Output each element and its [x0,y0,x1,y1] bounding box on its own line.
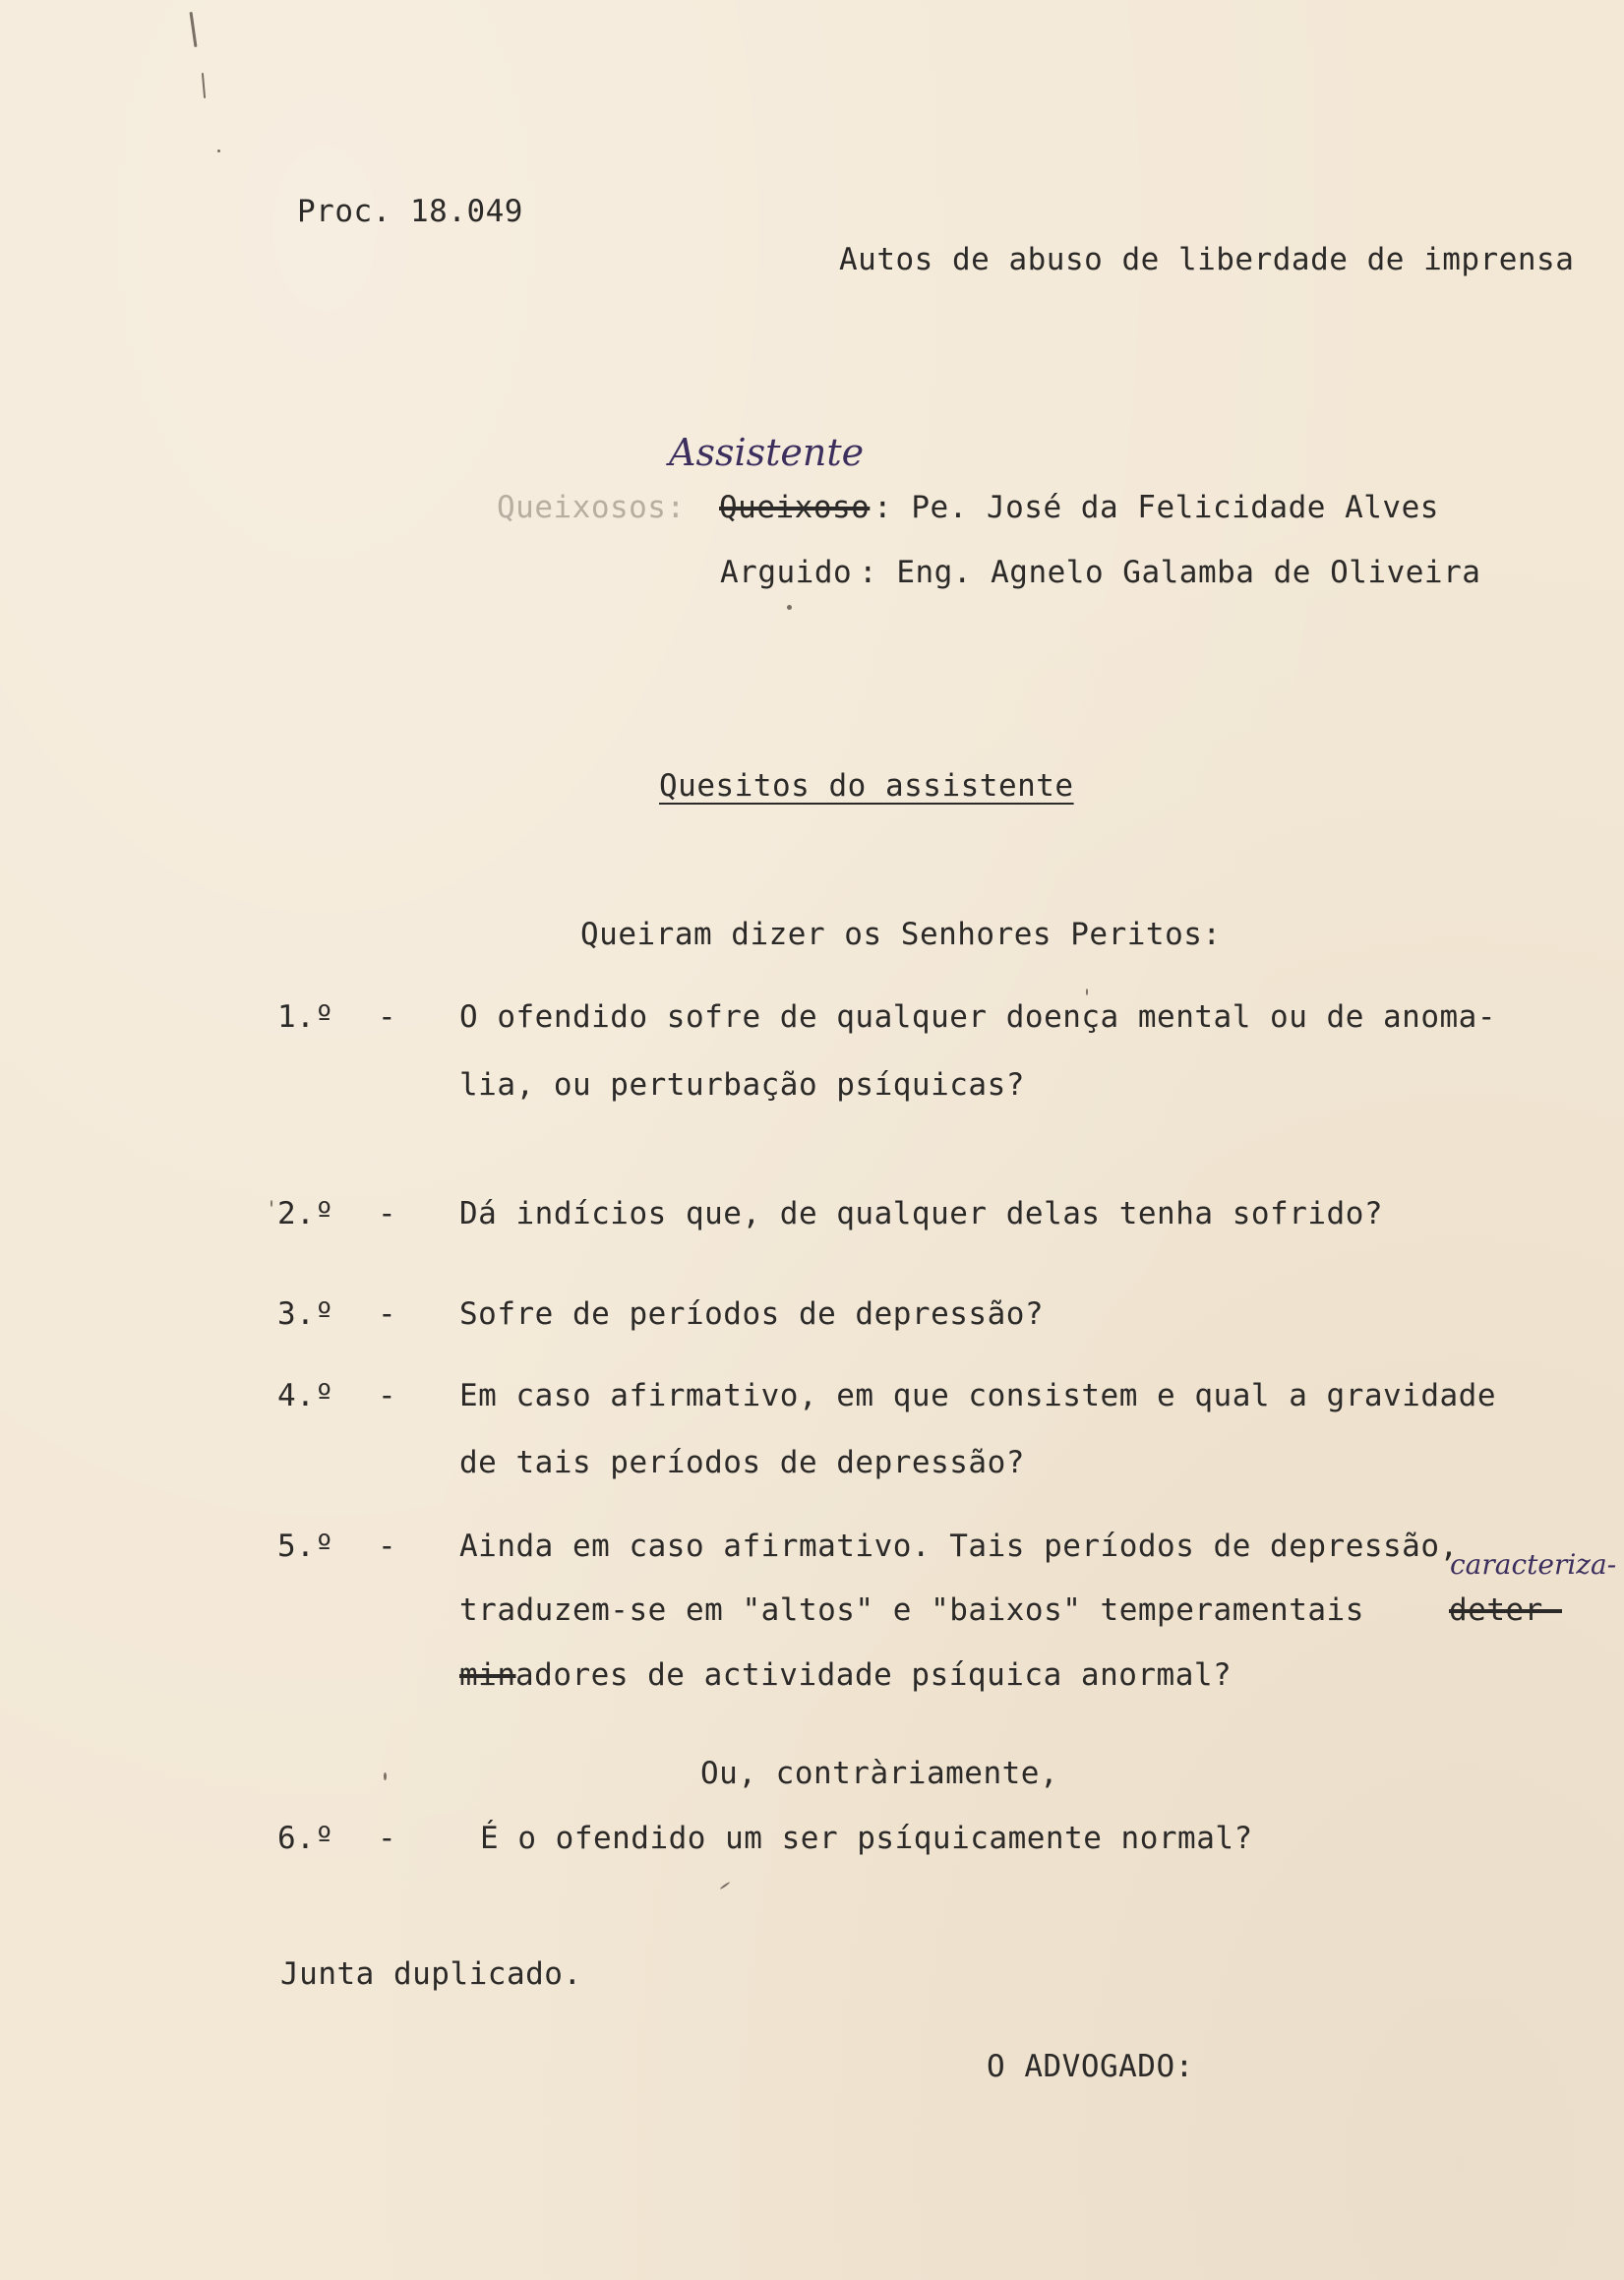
question-5-dash: - [378,1529,397,1564]
question-5-line-1: Ainda em caso afirmativo. Tais períodos de depressão, [459,1529,1459,1564]
process-number: Proc. 18.049 [297,194,523,229]
question-4-dash: - [378,1378,397,1413]
question-3-number: 3.º [277,1296,334,1332]
section-title: Quesitos do assistente [659,768,1074,804]
question-4-number: 4.º [277,1378,334,1413]
question-5-number: 5.º [277,1529,334,1564]
paper-mark [720,1882,731,1890]
handwritten-correction-caracteriza: caracteriza- [1450,1548,1617,1581]
question-6-number: 6.º [277,1821,334,1856]
paper-speck [787,605,792,610]
paper-speck [1086,989,1088,995]
question-3-dash: - [378,1296,397,1332]
question-5-line-3: adores de actividade psíquica anormal? [515,1657,1233,1693]
question-6-line-1: É o ofendido um ser psíquicamente normal? [480,1821,1253,1856]
question-5-struck-syllable: min [459,1657,516,1693]
paper-speck [217,150,220,152]
paper-mark [202,73,206,98]
question-6-dash: - [378,1821,397,1856]
question-1-dash: - [378,999,397,1035]
paper-speck [271,1200,272,1207]
defendant-name: : Eng. Agnelo Galamba de Oliveira [859,555,1481,590]
question-2-number: 2.º [277,1196,334,1231]
question-5-line-2: traduzem-se em "altos" e "baixos" temperamentais [459,1592,1384,1628]
question-2-line-1: Dá indícios que, de qualquer delas tenha sofrido? [459,1196,1384,1231]
assistant-name: : Pe. José da Felicidade Alves [873,490,1439,525]
handwritten-label-assistente: Assistente [669,431,865,474]
question-4-line-1: Em caso afirmativo, em que consistem e qual a gravidade [459,1378,1496,1413]
faint-erased-label: Queixosos: [497,490,686,525]
question-1-number: 1.º [277,999,334,1035]
question-2-dash: - [378,1196,397,1231]
question-4-line-2: de tais períodos de depressão? [459,1445,1025,1480]
alternative-line: Ou, contràriamente, [700,1756,1059,1791]
question-1-line-2: lia, ou perturbação psíquicas? [459,1067,1025,1103]
paper-speck [384,1772,387,1780]
intro-line: Queiram dizer os Senhores Peritos: [580,917,1222,952]
signature-label: O ADVOGADO: [987,2049,1194,2084]
defendant-label: Arguido [720,555,853,590]
struck-label-queixoso: Queixoso [719,490,871,525]
closing-line: Junta duplicado. [280,1956,582,1992]
question-3-line-1: Sofre de períodos de depressão? [459,1296,1045,1332]
paper-mark [190,12,198,47]
question-5-struck-word: deter- [1449,1592,1562,1628]
question-1-line-1: O ofendido sofre de qualquer doença mental ou de anoma- [459,999,1496,1035]
case-title: Autos de abuso de liberdade de imprensa [839,242,1575,277]
